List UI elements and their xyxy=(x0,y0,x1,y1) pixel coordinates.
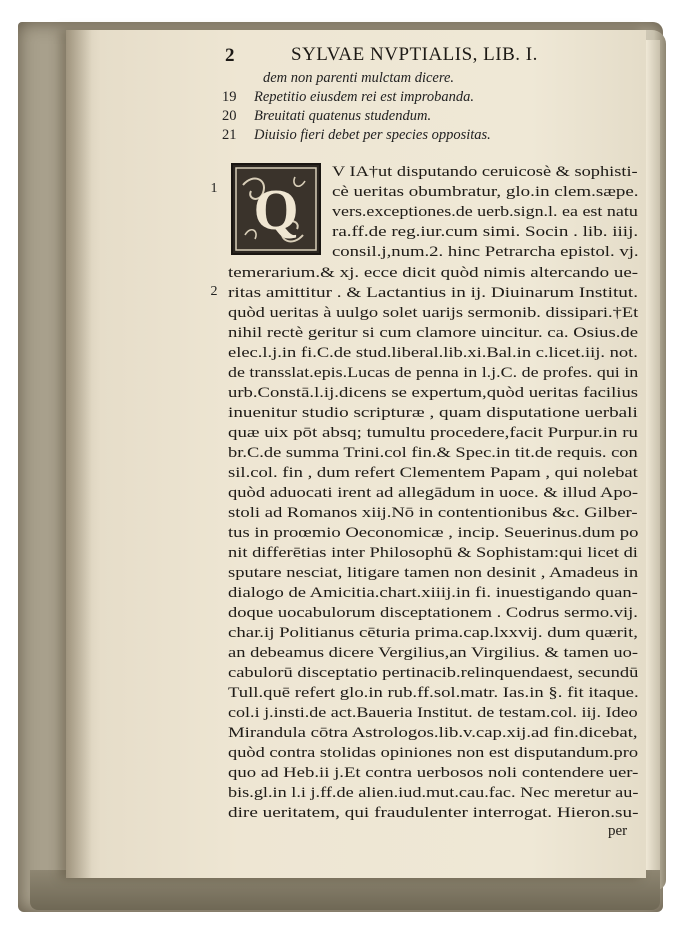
body-line: nihil rectè geritur si cum clamore uincitur. ca. Osius.de xyxy=(228,325,639,341)
body-line: ra.ff.de reg.iur.cum simi. Socin . lib. iiij. xyxy=(332,224,639,240)
index-line-text: Breuitati quatenus studendum. xyxy=(254,108,432,124)
body-line: stoli ad Romanos xiij.Nō in contentionibus &c. Gilber- xyxy=(228,505,638,521)
body-line: quo ad Heb.ii j.Et contra uerbosos noli contendere uer- xyxy=(228,765,639,781)
margin-note-number: 2 xyxy=(210,284,218,299)
running-title: SYLVAE NVPTIALIS, LIB. I. xyxy=(291,44,538,65)
index-line-number: 19 xyxy=(222,89,237,105)
page-edge xyxy=(646,40,660,870)
body-line: an debeamus dicere Vergilius,an Virgilius. & tamen uo- xyxy=(228,645,639,661)
body-line: temerarium.& xj. ecce dicit quòd nimis altercando ue- xyxy=(228,265,639,281)
body-line: quòd contra stolidas opiniones non est disputandum.pro xyxy=(228,745,639,761)
body-line: ritas amittitur . & Lactantius in ij. Diuinarum Institut. xyxy=(228,285,639,301)
folio-number: 2 xyxy=(225,45,235,66)
index-line-text: Diuisio fieri debet per species oppositas. xyxy=(254,127,491,143)
body-line: sputare nesciat, litigare tamen non desinit , Amadeus in xyxy=(228,565,639,581)
catchword: per xyxy=(608,823,628,839)
body-line: cabulorū disceptatio pertinacib.relinquendaest, secundū xyxy=(228,665,639,681)
body-line: quòd aduocati irent ad allegādum in uoce. & illud Apo- xyxy=(228,485,639,501)
index-line-number: 21 xyxy=(222,127,237,143)
index-line xyxy=(263,70,454,90)
body-line: de transslat.epis.Lucas de penna in l.j.C. de profes. qui in xyxy=(228,365,639,381)
index-line-text: Repetitio eiusdem rei est improbanda. xyxy=(254,89,475,105)
body-line: char.ij Politianus cēturia prima.cap.lxxvij. dum quærit, xyxy=(228,625,639,641)
index-line-text: dem non parenti mulctam dicere. xyxy=(263,70,455,86)
index-line xyxy=(222,127,491,147)
body-line: quòd ueritas à uulgo solet uarijs sermonib. dissipari.†Et xyxy=(228,305,639,321)
body-line: sil.col. fin , dum refert Clementem Papam , qui nolebat xyxy=(228,465,638,481)
initial-letter: Q xyxy=(253,177,299,242)
gutter-shadow xyxy=(66,30,92,878)
body-line: vers.exceptiones.de uerb.sign.l. ea est natu xyxy=(332,204,638,220)
body-line: cè ueritas obumbratur, glo.in clem.sæpe. xyxy=(332,184,639,200)
index-line-number: 20 xyxy=(222,108,237,124)
index-line xyxy=(222,89,474,109)
body-line: inuenitur studio scripturæ , quam disputatione uerbali xyxy=(228,405,638,421)
body-line: Mirandula cōtra Astrologos.lib.v.cap.xij.ad fin.dicebat, xyxy=(228,725,638,741)
margin-note-number: 1 xyxy=(210,181,218,196)
body-line: doque uocabulorum disceptationem . Codrus sermo.vij. xyxy=(228,605,638,621)
body-line: quæ uix pōt absq; tumultu procedere,facit Purpur.in ru xyxy=(228,425,638,441)
body-line: elec.l.j.in fi.C.de stud.liberal.lib.xi.Bal.in c.licet.iij. not. xyxy=(228,345,638,361)
body-line: urb.Constā.l.ij.dicens se expertum,quòd ueritas facilius xyxy=(228,385,639,401)
body-line: dire ueritatem, qui fraudulenter interrogat. Hieron.su- xyxy=(228,805,639,821)
body-line: bis.gl.in l.i j.ff.de alien.iud.mut.cau.fac. Nec meretur au- xyxy=(228,785,639,801)
body-line: V IA†ut disputando ceruicosè & sophisti- xyxy=(332,164,638,180)
page-header xyxy=(225,44,645,70)
index-line xyxy=(222,108,431,128)
body-line: col.i j.insti.de act.Baueria Institut. de testam.col. iij. Ideo xyxy=(228,705,638,721)
body-line: Tull.quē refert glo.in rub.ff.sol.matr. Ias.in §. fit itaque. xyxy=(228,685,639,701)
decorated-initial xyxy=(231,163,321,255)
body-line: tus in proœmio Oeconomicæ , incip. Seuerinus.dum po xyxy=(228,525,639,541)
body-line: dialogo de Amicitia.chart.xiiij.in fi. inuestigando quan- xyxy=(228,585,638,601)
body-line: consil.j,num.2. hinc Petrarcha epistol. vj. xyxy=(332,244,639,260)
body-line: br.C.de summa Trini.col fin.& Spec.in tit.de requis. con xyxy=(228,445,638,461)
body-line: nit differētias inter Philosophū & Sophistam:qui licet di xyxy=(228,545,638,561)
